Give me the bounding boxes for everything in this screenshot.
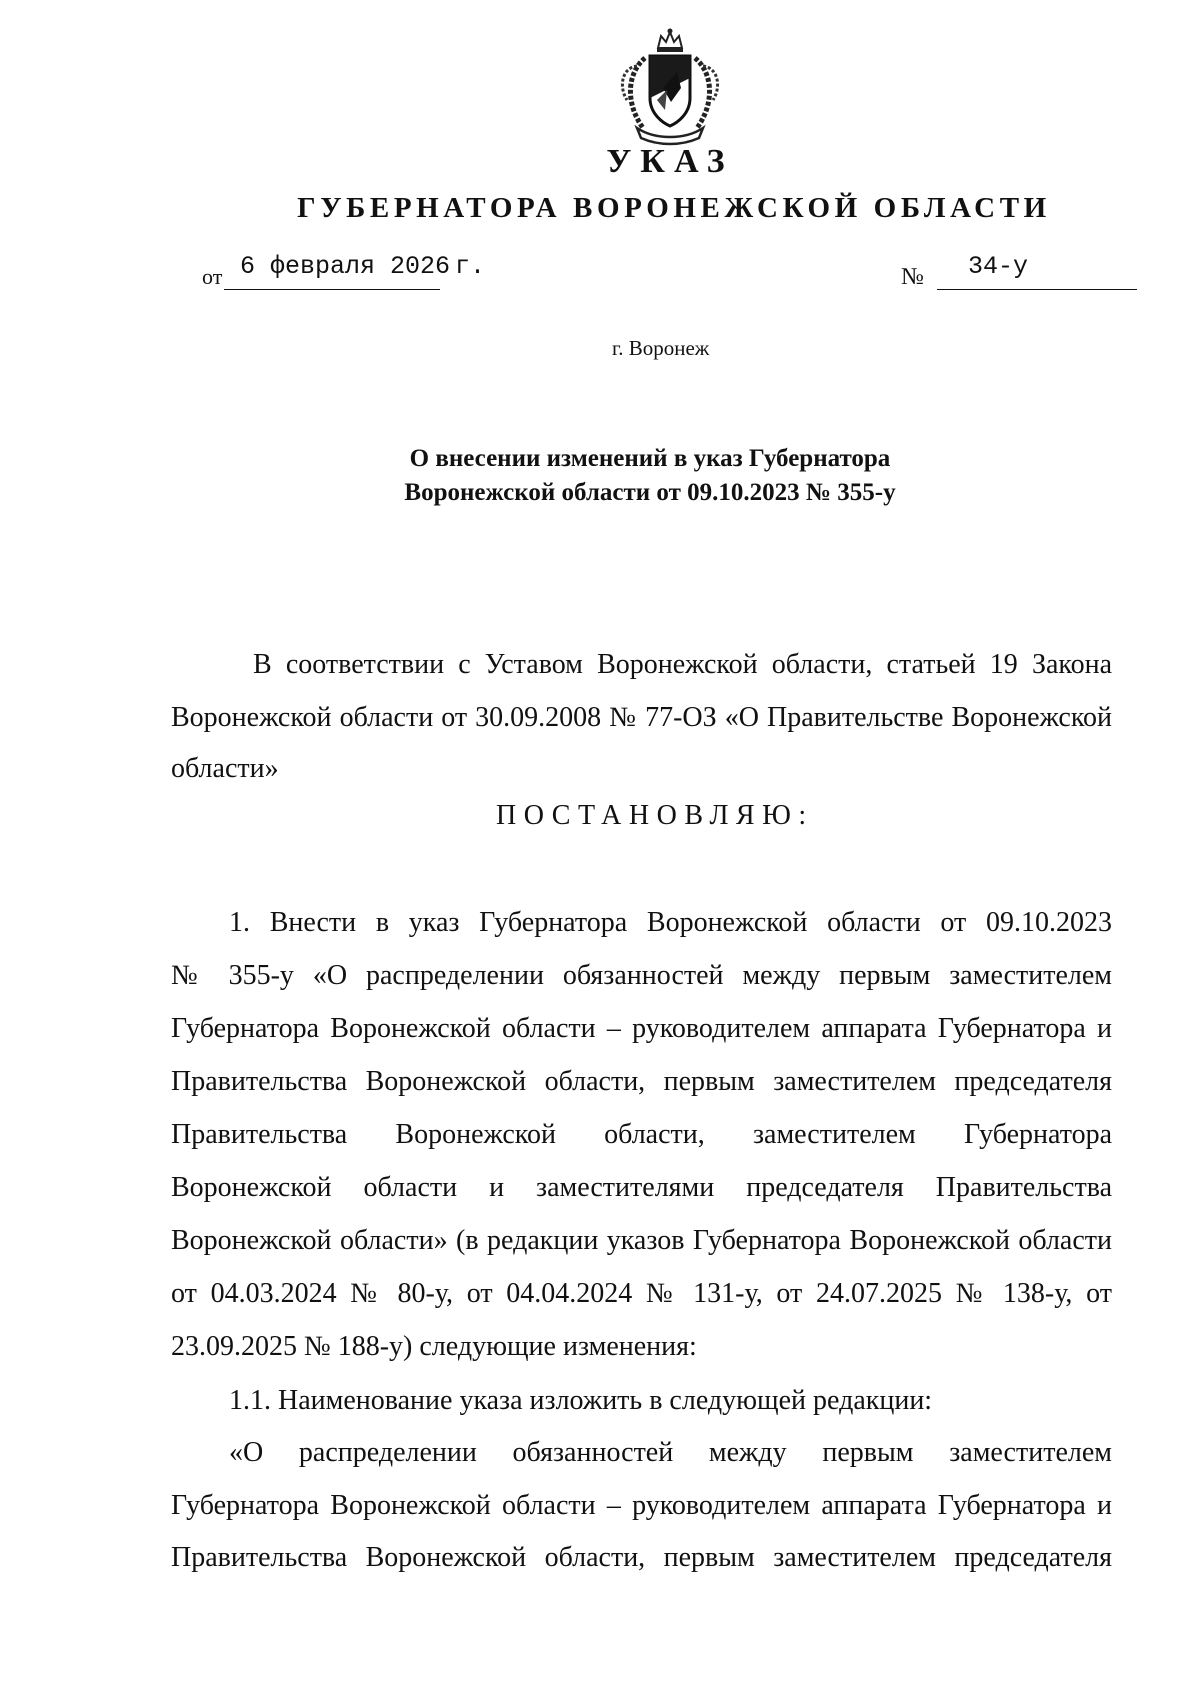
decree-word: ПОСТАНОВЛЯЮ: (496, 800, 814, 831)
item-line: Правительства Воронежской области, заместителем Губернатора (171, 1119, 1112, 1150)
date-prefix: от (202, 264, 223, 289)
number-underline (937, 289, 1137, 290)
subject-line: Воронежской области от 09.10.2023 № 355-у (404, 479, 896, 506)
preamble-line: области» (171, 753, 279, 784)
coat-of-arms-icon (615, 28, 725, 146)
item-line: № 355-у «О распределении обязанностей между первым заместителем (171, 960, 1112, 991)
item-line: Воронежской области» (в редакции указов Губернатора Воронежской области (171, 1225, 1112, 1256)
subject-line: О внесении изменений в указ Губернатора (409, 445, 891, 472)
item-line: Воронежской области и заместителями председателя Правительства (171, 1172, 1112, 1203)
subitem-line: Правительства Воронежской области, первым заместителем председателя (171, 1542, 1112, 1573)
document-type-title: УКАЗ (606, 143, 734, 180)
item-line: 23.09.2025 № 188-у) следующие изменения: (171, 1331, 697, 1362)
item-line: Губернатора Воронежской области – руководителем аппарата Губернатора и (171, 1013, 1112, 1044)
preamble-line: В соответствии с Уставом Воронежской области, статьей 19 Закона (253, 649, 1112, 680)
subitem-line: Губернатора Воронежской области – руководителем аппарата Губернатора и (171, 1490, 1112, 1521)
decree-date: 6 февраля 2026 (240, 252, 451, 281)
decree-subject (300, 442, 1000, 510)
subitem-line: «О распределении обязанностей между первым заместителем (229, 1437, 1112, 1468)
city: г. Воронеж (612, 336, 710, 360)
item-line: Правительства Воронежской области, первым заместителем председателя (171, 1066, 1112, 1097)
subitem-heading: 1.1. Наименование указа изложить в следующей редакции: (229, 1385, 933, 1416)
number-prefix: № (901, 264, 924, 290)
date-underline (224, 289, 440, 290)
item-line: 1. Внести в указ Губернатора Воронежской области от 09.10.2023 (229, 907, 1112, 938)
issuer-title: ГУБЕРНАТОРА ВОРОНЕЖСКОЙ ОБЛАСТИ (297, 192, 1051, 224)
decree-number: 34-у (968, 252, 1029, 281)
date-suffix: г. (455, 252, 486, 281)
item-line: от 04.03.2024 № 80-у, от 04.04.2024 № 131-у, от 24.07.2025 № 138-у, от (171, 1278, 1112, 1309)
preamble-line: Воронежской области от 30.09.2008 № 77-ОЗ «О Правительстве Воронежской (171, 702, 1112, 733)
